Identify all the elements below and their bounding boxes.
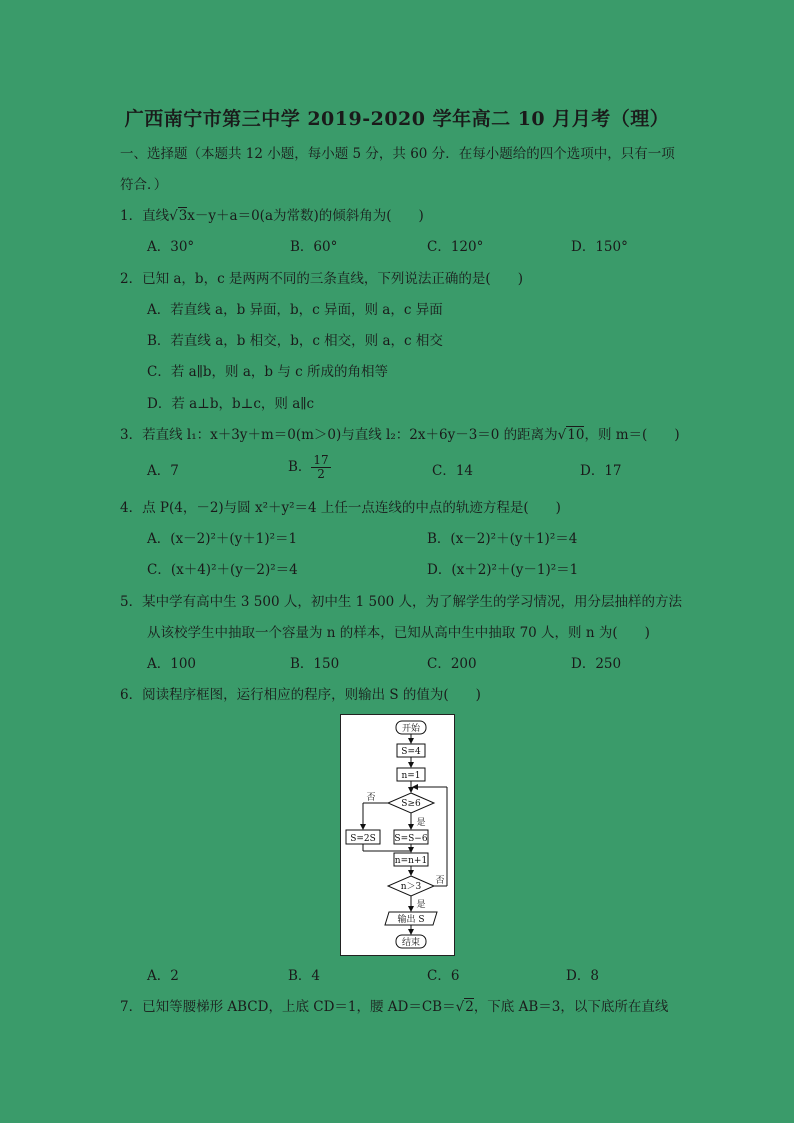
question-2-option-a: A．若直线 a，b 异面，b，c 异面，则 a，c 异面	[147, 302, 443, 318]
flow-inc-label: n=n+1	[394, 856, 428, 866]
question-1-pre: 1．直线	[120, 208, 170, 224]
question-4-option-c: C．(x＋4)²＋(y－2)²＝4	[147, 562, 298, 578]
section-instruction-line2: 符合．）	[120, 177, 168, 193]
question-5-stem-line1: 5．某中学有高中生 3 500 人，初中生 1 500 人，为了解学生的学习情况，用分层抽样的方法	[120, 594, 683, 610]
question-4-option-d: D．(x＋2)²＋(y－1)²＝1	[427, 562, 579, 578]
question-3-option-a: A．7	[147, 463, 179, 479]
question-6-option-a: A．2	[147, 968, 179, 984]
flow-output-label: 输出 S	[397, 915, 425, 925]
question-7-sqrt: 2	[465, 999, 474, 1015]
question-2-option-c: C．若 a∥b，则 a，b 与 c 所成的角相等	[147, 364, 388, 380]
question-4-stem: 4．点 P(4，－2)与圆 x²＋y²＝4 上任一点连线的中点的轨迹方程是( )	[120, 500, 561, 516]
question-3-option-b	[288, 454, 331, 481]
question-1-option-d: D．150°	[571, 239, 628, 255]
question-6-stem: 6．阅读程序框图，运行相应的程序，则输出 S 的值为( )	[120, 687, 481, 703]
flow-cond1-label: S≥6	[401, 799, 421, 809]
question-5-option-a: A．100	[147, 656, 197, 672]
question-5-stem-line2: 从该校学生中抽取一个容量为 n 的样本，已知从高中生中抽取 70 人，则 n 为( )	[147, 625, 650, 641]
flow-s4-label: S=4	[401, 747, 421, 757]
question-1-post: x－y＋a＝0(a为常数)的倾斜角为( )	[187, 208, 424, 224]
flow-end-label: 结束	[401, 938, 421, 948]
question-3-option-b-label: B．	[288, 459, 312, 475]
question-2-stem: 2．已知 a，b，c 是两两不同的三条直线，下列说法正确的是( )	[120, 271, 523, 287]
question-5-option-b: B．150	[290, 656, 340, 672]
question-3-post: ，则 m＝( )	[584, 427, 680, 443]
page-title: 广西南宁市第三中学 2019-2020 学年高二 10 月月考（理）	[124, 108, 670, 130]
section-instruction-line1: 一、选择题（本题共 12 小题，每小题 5 分，共 60 分．在每小题给的四个选项中，只有一项	[120, 146, 675, 162]
flow-s6-label: S=S−6	[394, 834, 428, 844]
flow-s2s-label: S=2S	[350, 834, 376, 844]
question-3-option-b-fraction	[311, 454, 330, 481]
question-3-option-d: D．17	[580, 463, 622, 479]
question-5-option-c: C．200	[427, 656, 477, 672]
flow-no2-label: 否	[435, 876, 445, 886]
question-1-sqrt: 3	[178, 208, 188, 224]
question-3-option-c: C．14	[432, 463, 474, 479]
question-6-option-c: C．6	[427, 968, 460, 984]
question-3-stem: 3．若直线 l₁：x＋3y＋m＝0(m＞0)与直线 l₂：2x＋6y－3＝0 的距离为√10，则 m＝( )	[120, 427, 680, 443]
question-2-option-b: B．若直线 a，b 相交，b，c 相交，则 a，c 相交	[147, 333, 443, 349]
question-2-option-d: D．若 a⊥b，b⊥c，则 a∥c	[147, 396, 315, 412]
question-1-option-b: B．60°	[290, 239, 338, 255]
question-1-stem: 1．直线√3x－y＋a＝0(a为常数)的倾斜角为( )	[120, 208, 424, 224]
question-3-pre: 3．若直线 l₁：x＋3y＋m＝0(m＞0)与直线 l₂：2x＋6y－3＝0 的距离为	[120, 427, 558, 443]
question-3-sqrt: 10	[567, 427, 585, 443]
question-5-option-d: D．250	[571, 656, 622, 672]
flow-yes1-label: 是	[416, 818, 426, 828]
question-1-option-a: A．30°	[147, 239, 195, 255]
question-7-stem: 7．已知等腰梯形 ABCD，上底 CD＝1，腰 AD＝CB＝√2，下底 AB＝3，以下底所在直线	[120, 999, 669, 1015]
question-6-option-d: D．8	[566, 968, 599, 984]
program-flowchart	[340, 714, 455, 956]
question-1-option-c: C．120°	[427, 239, 484, 255]
question-6-option-b: B．4	[288, 968, 321, 984]
question-7-pre: 7．已知等腰梯形 ABCD，上底 CD＝1，腰 AD＝CB＝	[120, 999, 456, 1015]
question-4-option-b: B．(x－2)²＋(y＋1)²＝4	[427, 531, 578, 547]
question-4-option-a: A．(x－2)²＋(y＋1)²＝1	[147, 531, 298, 547]
question-7-post: ，下底 AB＝3，以下底所在直线	[473, 999, 669, 1015]
fraction-denominator: 2	[317, 467, 325, 481]
flow-yes2-label: 是	[416, 900, 426, 910]
flow-n1-label: n=1	[401, 771, 421, 781]
flow-no1-label: 否	[366, 793, 376, 803]
fraction-numerator: 17	[313, 453, 329, 467]
flow-cond2-label: n＞3	[400, 882, 422, 892]
flow-start-label: 开始	[401, 724, 421, 734]
